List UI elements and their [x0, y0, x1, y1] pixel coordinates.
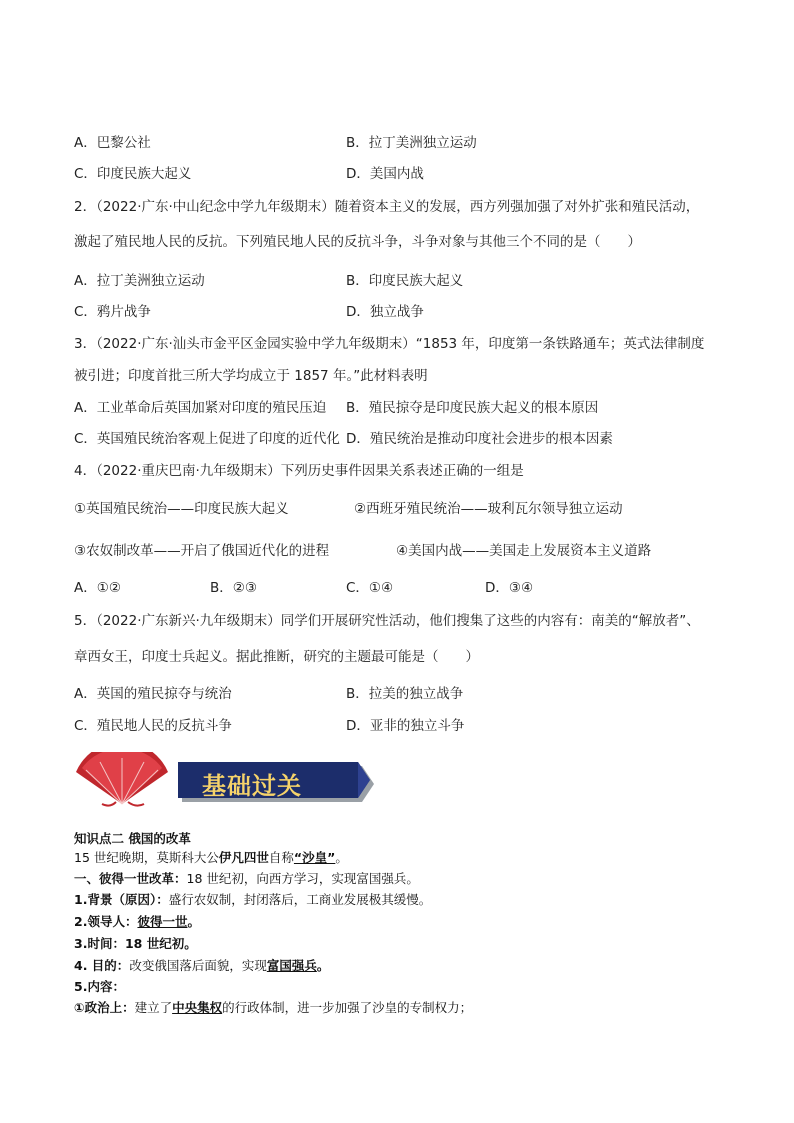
knowledge-line-4	[74, 913, 200, 930]
q3-option-d: D．殖民统治是推动印度社会进步的根本因素	[346, 431, 613, 447]
q5-stem-line1: 5．（2022·广东新兴·九年级期末）同学们开展研究性活动，他们搜集了这些的内容有：南美的“解放者”、	[74, 613, 700, 629]
bold-term: 5.内容：	[74, 979, 125, 994]
text-segment: 盛行农奴制，封闭落后，工商业发展极其缓慢。	[168, 892, 432, 907]
q2-option-a: A．拉丁美洲独立运动	[74, 273, 205, 289]
underlined-term: 中央集权	[172, 1000, 223, 1015]
knowledge-line-6	[74, 957, 329, 974]
q3-option-a: A．工业革命后英国加紧对印度的殖民压迫	[74, 400, 327, 416]
underlined-term: 彼得一世	[137, 914, 188, 929]
text-segment: 18 世纪初，向西方学习，实现富国强兵。	[186, 871, 419, 886]
bold-term: 1.背景（原因）：	[74, 892, 169, 907]
text-segment: 的行政体制，进一步加强了沙皇的专制权力；	[222, 1000, 473, 1015]
text-segment: 改变俄国落后面貌，实现	[129, 958, 267, 973]
bold-term: 伊凡四世	[218, 850, 269, 865]
q5-option-c: C．殖民地人民的反抗斗争	[74, 718, 232, 734]
q3-option-c: C．英国殖民统治客观上促进了印度的近代化	[74, 431, 340, 447]
q4-item-3: ③农奴制改革——开启了俄国近代化的进程	[74, 543, 330, 559]
knowledge-heading: 知识点二 俄国的改革	[74, 831, 191, 846]
q4-item-4: ④美国内战——美国走上发展资本主义道路	[396, 543, 652, 559]
text-segment: 。	[335, 850, 348, 865]
q4-option-c: C．①④	[346, 580, 394, 596]
q1-option-a: A．巴黎公社	[74, 135, 151, 151]
text-segment: 。	[187, 914, 200, 929]
q2-stem-line2: 激起了殖民地人民的反抗。下列殖民地人民的反抗斗争，斗争对象与其他三个不同的是（ ）	[74, 234, 641, 250]
underlined-term: “沙皇”	[293, 850, 336, 865]
q1-option-c: C．印度民族大起义	[74, 166, 192, 182]
q1-option-d: D．美国内战	[346, 166, 424, 182]
bold-term: 3.时间：18 世纪初	[74, 936, 185, 951]
knowledge-line-1	[74, 849, 348, 866]
text-segment: 。	[184, 936, 197, 951]
knowledge-line-5	[74, 935, 197, 952]
bold-term: 2.领导人：	[74, 914, 138, 929]
q3-stem-line2: 被引进；印度首批三所大学均成立于 1857 年。”此材料表明	[74, 368, 428, 384]
q4-item-1: ①英国殖民统治——印度民族大起义	[74, 501, 289, 517]
underlined-term: 富国强兵	[266, 958, 317, 973]
q2-option-b: B．印度民族大起义	[346, 273, 464, 289]
fan-decoration-icon	[72, 752, 172, 808]
q2-stem-line1: 2．（2022·广东·中山纪念中学九年级期末）随着资本主义的发展，西方列强加强了对外扩张和殖民活动，	[74, 199, 700, 215]
text-segment: 建立了	[134, 1000, 173, 1015]
section-banner	[72, 748, 402, 814]
text-segment: 自称	[268, 850, 294, 865]
text-segment: 15 世纪晚期，莫斯科大公	[74, 850, 219, 865]
q4-stem: 4．（2022·重庆巴南·九年级期末）下列历史事件因果关系表述正确的一组是	[74, 463, 524, 479]
q4-option-d: D．③④	[485, 580, 534, 596]
q5-stem-line2: 章西女王，印度士兵起义。据此推断，研究的主题最可能是（ ）	[74, 649, 479, 665]
banner-title: 基础过关	[202, 771, 302, 800]
q2-option-d: D．独立战争	[346, 304, 424, 320]
text-segment: 。	[316, 958, 330, 973]
knowledge-line-8	[74, 999, 472, 1016]
bold-term: 4. 目的：	[74, 958, 130, 973]
bold-term: 一、彼得一世改革：	[74, 871, 187, 886]
bold-term: ①政治上：	[74, 1000, 135, 1015]
knowledge-line-2	[74, 870, 419, 887]
q4-item-2: ②西班牙殖民统治——玻利瓦尔领导独立运动	[354, 501, 623, 517]
q3-stem-line1: 3．（2022·广东·汕头市金平区金园实验中学九年级期末）“1853 年，印度第一条铁路通车；英式法律制度	[74, 336, 705, 352]
q3-option-b: B．殖民掠夺是印度民族大起义的根本原因	[346, 400, 599, 416]
q5-option-a: A．英国的殖民掠夺与统治	[74, 686, 232, 702]
q4-option-b: B．②③	[210, 580, 257, 596]
q5-option-d: D．亚非的独立斗争	[346, 718, 465, 734]
q1-option-b: B．拉丁美洲独立运动	[346, 135, 477, 151]
q5-option-b: B．拉美的独立战争	[346, 686, 464, 702]
q4-option-a: A．①②	[74, 580, 121, 596]
q2-option-c: C．鸦片战争	[74, 304, 151, 320]
knowledge-line-3	[74, 891, 431, 908]
knowledge-line-7	[74, 978, 125, 995]
